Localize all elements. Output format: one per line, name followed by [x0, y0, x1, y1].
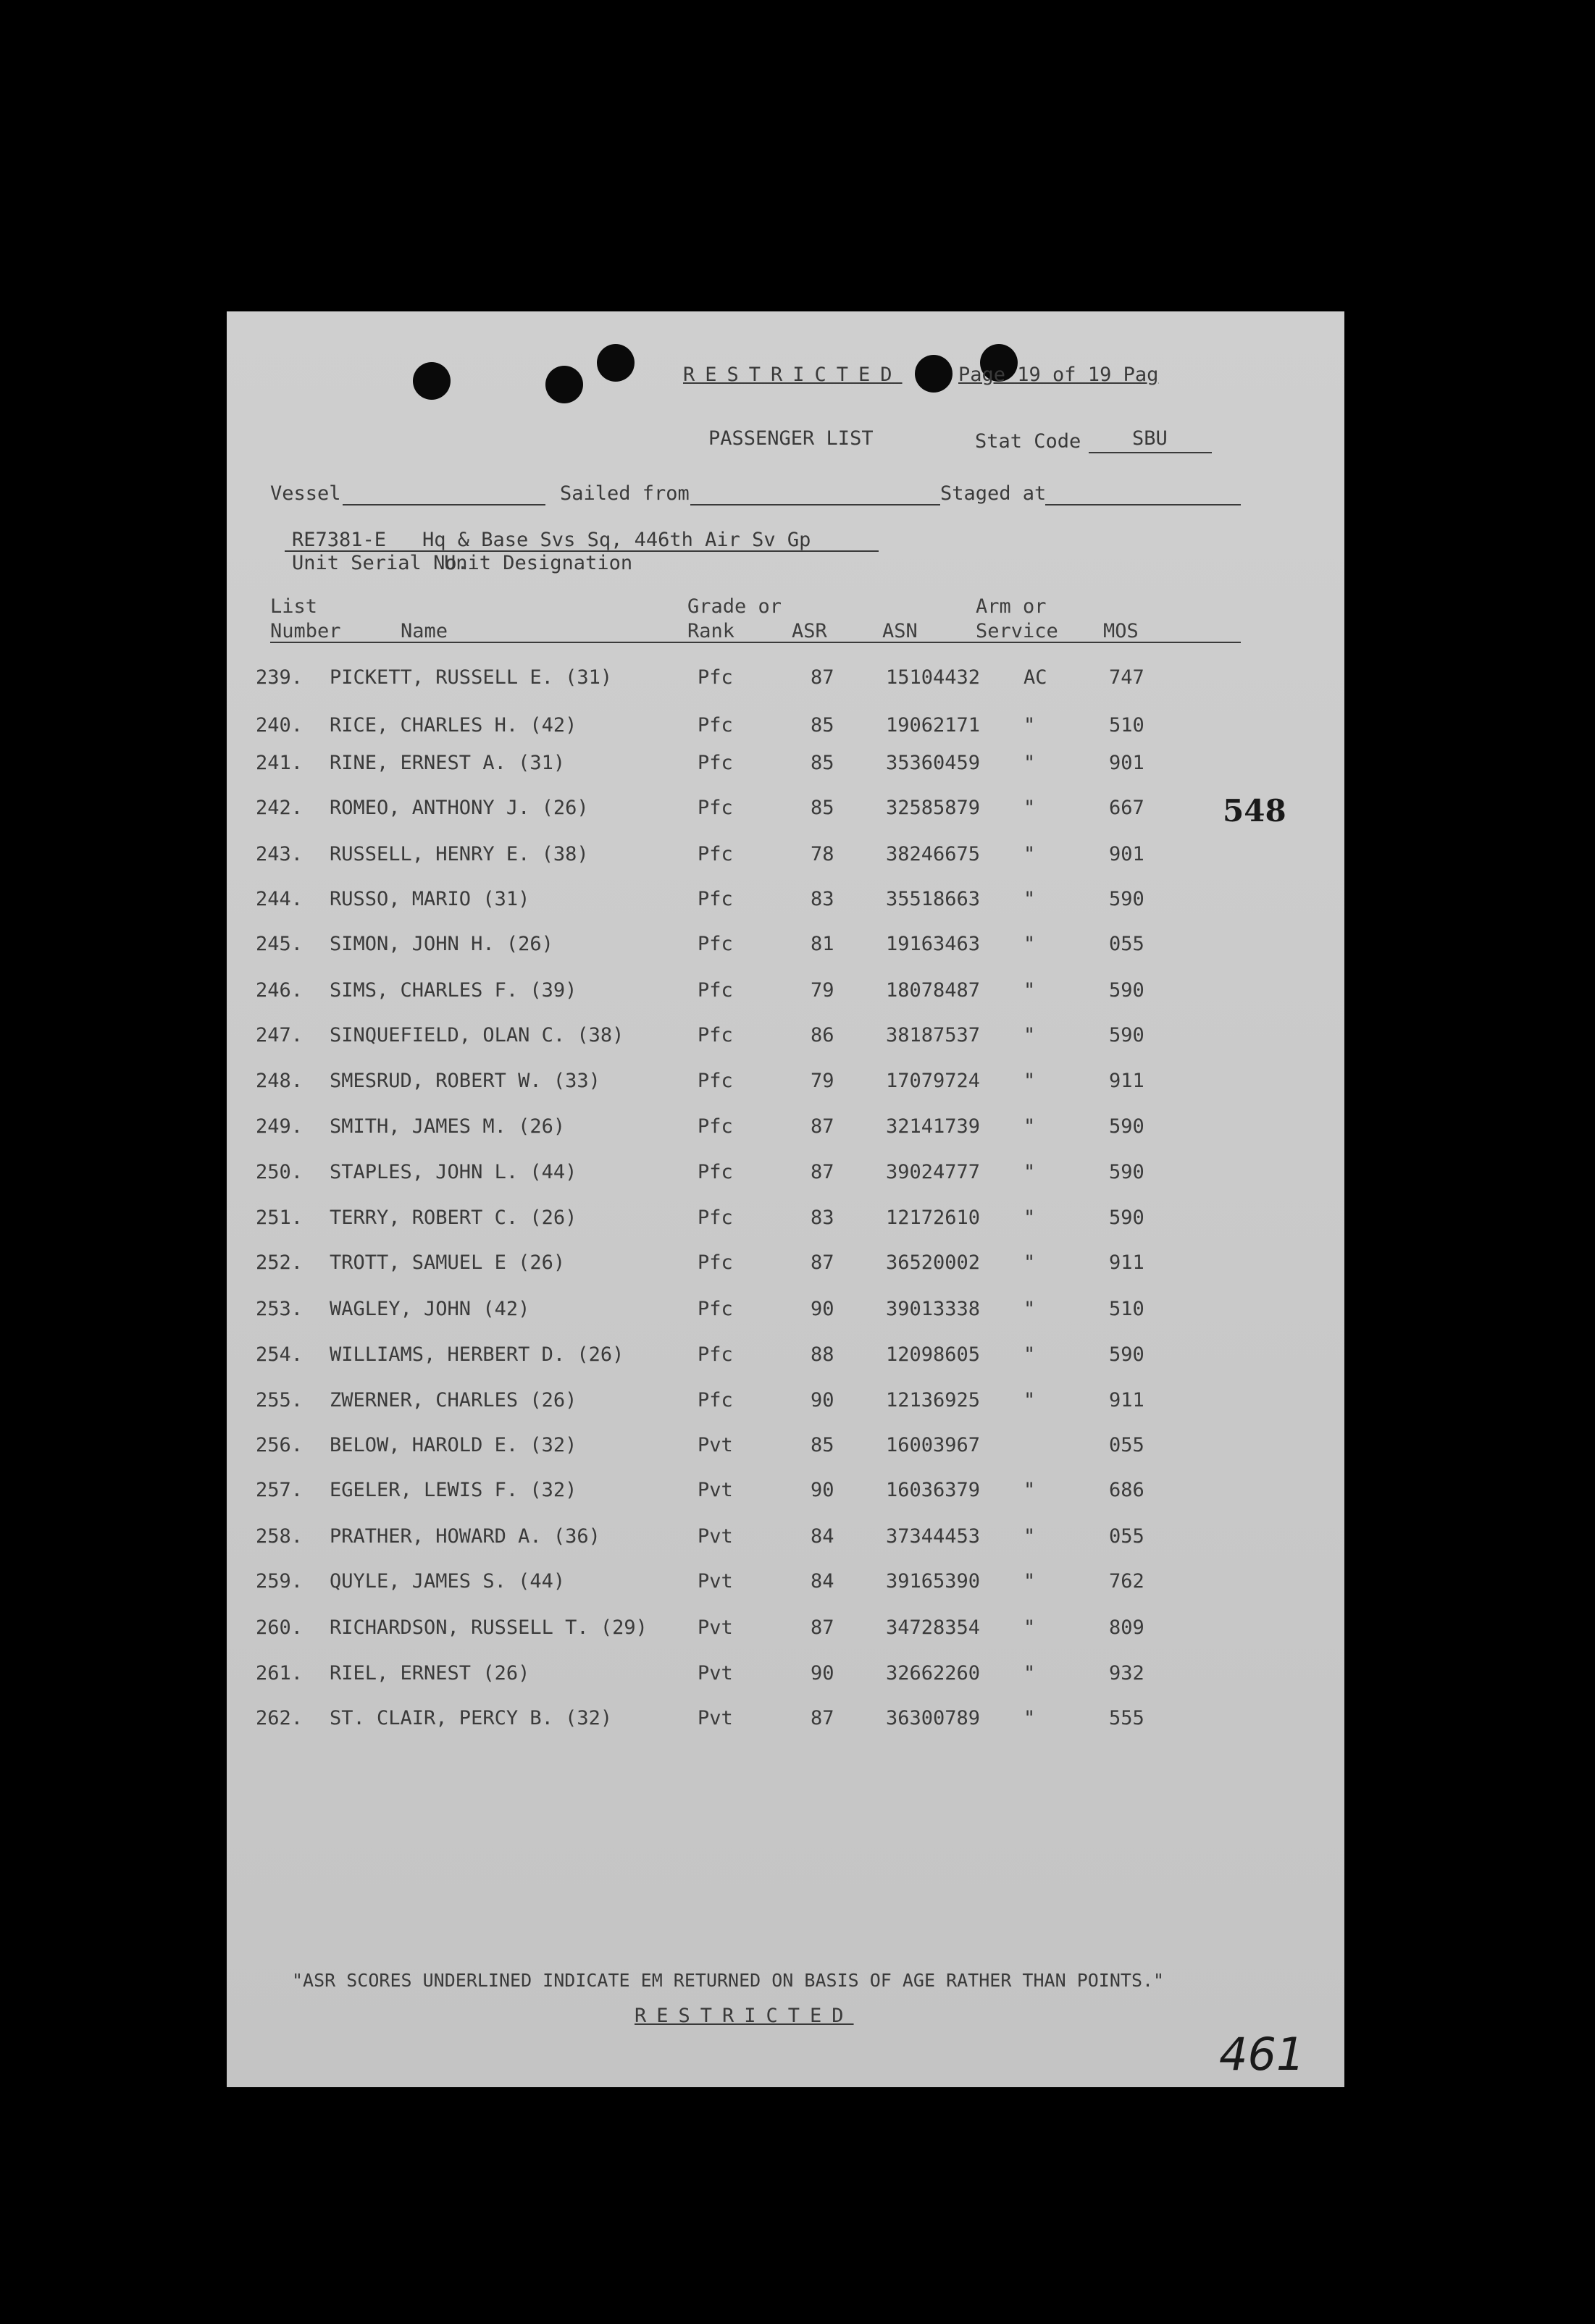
page-reference: Page 19 of 19 Pag [958, 364, 1159, 386]
grade-rank: Pfc [698, 1298, 733, 1320]
asr-score: 78 [811, 843, 834, 865]
arm-service: " [1023, 1070, 1036, 1092]
table-row [256, 843, 1270, 872]
asr-score: 90 [811, 1389, 834, 1411]
mos-code: 901 [1109, 843, 1144, 865]
arm-service: " [1023, 1343, 1036, 1366]
list-number: 244. [256, 888, 303, 910]
passenger-name: RUSSELL, HENRY E. (38) [330, 843, 589, 865]
asr-score: 87 [811, 1161, 834, 1183]
table-row [256, 1115, 1270, 1144]
table-row [256, 1024, 1270, 1053]
grade-rank: Pfc [698, 888, 733, 910]
asn-number: 34728354 [886, 1616, 981, 1639]
mos-code: 932 [1109, 1662, 1144, 1685]
mos-header: MOS [1103, 620, 1139, 642]
grade-rank: Pfc [698, 1251, 733, 1274]
list-number: 260. [256, 1616, 303, 1639]
punch-hole [915, 355, 953, 393]
passenger-name: ST. CLAIR, PERCY B. (32) [330, 1707, 613, 1729]
punch-hole [545, 366, 583, 403]
asr-score: 85 [811, 752, 834, 774]
asn-number: 17079724 [886, 1070, 981, 1092]
asr-header: ASR [792, 620, 827, 642]
mos-code: 762 [1109, 1570, 1144, 1593]
arm-service: " [1023, 843, 1036, 865]
asn-number: 19163463 [886, 933, 981, 955]
passenger-name: QUYLE, JAMES S. (44) [330, 1570, 566, 1593]
asn-number: 39024777 [886, 1161, 981, 1183]
page-title: PASSENGER LIST [708, 427, 874, 450]
table-row [256, 1434, 1270, 1463]
arm-service: " [1023, 714, 1036, 737]
unit-serial-number: RE7381-E [292, 529, 387, 551]
arm-service: AC [1023, 666, 1047, 689]
asn-number: 18078487 [886, 979, 981, 1002]
passenger-name: BELOW, HAROLD E. (32) [330, 1434, 577, 1456]
table-row [256, 1251, 1270, 1280]
asn-number: 35518663 [886, 888, 981, 910]
passenger-name: SINQUEFIELD, OLAN C. (38) [330, 1024, 624, 1046]
table-row [256, 666, 1270, 695]
asn-number: 38187537 [886, 1024, 981, 1046]
asr-score: 87 [811, 1115, 834, 1138]
asn-number: 35360459 [886, 752, 981, 774]
mos-code: 590 [1109, 1115, 1144, 1138]
list-number: 242. [256, 797, 303, 819]
grade-rank: Pfc [698, 1161, 733, 1183]
asn-number: 19062171 [886, 714, 981, 737]
staged-at-label: Staged at [940, 482, 1047, 505]
mos-code: 590 [1109, 979, 1144, 1002]
arm-service: " [1023, 1207, 1036, 1229]
mos-code: 055 [1109, 933, 1144, 955]
grade-rank: Pfc [698, 933, 733, 955]
mos-code: 911 [1109, 1070, 1144, 1092]
asn-number: 32141739 [886, 1115, 981, 1138]
table-row [256, 1298, 1270, 1327]
arm-service: " [1023, 1251, 1036, 1274]
grade-header-1: Grade or [687, 595, 782, 618]
mos-code: 510 [1109, 714, 1144, 737]
sailed-from-line [690, 504, 940, 506]
passenger-name: WILLIAMS, HERBERT D. (26) [330, 1343, 624, 1366]
passenger-name: TERRY, ROBERT C. (26) [330, 1207, 577, 1229]
mos-code: 590 [1109, 1207, 1144, 1229]
asr-score: 88 [811, 1343, 834, 1366]
table-row [256, 979, 1270, 1008]
list-number: 257. [256, 1479, 303, 1501]
passenger-name: RIEL, ERNEST (26) [330, 1662, 530, 1685]
mos-code: 510 [1109, 1298, 1144, 1320]
asr-score: 86 [811, 1024, 834, 1046]
mos-code: 555 [1109, 1707, 1144, 1729]
list-number: 249. [256, 1115, 303, 1138]
passenger-name: PRATHER, HOWARD A. (36) [330, 1525, 600, 1548]
punch-hole [413, 362, 451, 400]
list-number: 255. [256, 1389, 303, 1411]
table-row [256, 1161, 1270, 1190]
asr-score: 79 [811, 1070, 834, 1092]
asn-number: 12098605 [886, 1343, 981, 1366]
mos-code: 809 [1109, 1616, 1144, 1639]
arm-header-2: Service [976, 620, 1058, 642]
grade-rank: Pfc [698, 843, 733, 865]
passenger-name: ROMEO, ANTHONY J. (26) [330, 797, 589, 819]
passenger-name: EGELER, LEWIS F. (32) [330, 1479, 577, 1501]
grade-rank: Pfc [698, 714, 733, 737]
list-number: 251. [256, 1207, 303, 1229]
table-row [256, 752, 1270, 781]
mos-code: 590 [1109, 1343, 1144, 1366]
passenger-name: STAPLES, JOHN L. (44) [330, 1161, 577, 1183]
passenger-list-page [227, 311, 1344, 2087]
asn-number: 32662260 [886, 1662, 981, 1685]
table-row [256, 1479, 1270, 1508]
arm-service: " [1023, 1115, 1036, 1138]
mos-code: 590 [1109, 1024, 1144, 1046]
arm-service: " [1023, 1525, 1036, 1548]
grade-rank: Pvt [698, 1434, 733, 1456]
list-number: 258. [256, 1525, 303, 1548]
arm-service: " [1023, 1616, 1036, 1639]
restricted-top: RESTRICTED [683, 364, 903, 386]
passenger-name: RINE, ERNEST A. (31) [330, 752, 566, 774]
asn-number: 12172610 [886, 1207, 981, 1229]
grade-rank: Pfc [698, 1343, 733, 1366]
mos-code: 055 [1109, 1525, 1144, 1548]
grade-rank: Pvt [698, 1707, 733, 1729]
unit-designation-label: Unit Designation [444, 552, 633, 574]
table-row [256, 1707, 1270, 1736]
grade-rank: Pvt [698, 1662, 733, 1685]
list-number: 243. [256, 843, 303, 865]
table-row [256, 797, 1270, 826]
mos-code: 686 [1109, 1479, 1144, 1501]
asr-score: 85 [811, 797, 834, 819]
arm-service: " [1023, 752, 1036, 774]
arm-service: " [1023, 1707, 1036, 1729]
mos-code: 911 [1109, 1251, 1144, 1274]
arm-service: " [1023, 1024, 1036, 1046]
table-row [256, 1662, 1270, 1691]
passenger-name: SMESRUD, ROBERT W. (33) [330, 1070, 600, 1092]
mos-code: 747 [1109, 666, 1144, 689]
restricted-bottom: RESTRICTED [635, 2005, 854, 2027]
table-row [256, 1616, 1270, 1645]
passenger-name: RICHARDSON, RUSSELL T. (29) [330, 1616, 648, 1639]
arm-service: " [1023, 1479, 1036, 1501]
arm-service: " [1023, 1389, 1036, 1411]
list-number: 259. [256, 1570, 303, 1593]
grade-rank: Pvt [698, 1479, 733, 1501]
handwritten-number: 461 [1219, 2028, 1305, 2081]
asn-number: 32585879 [886, 797, 981, 819]
arm-service: " [1023, 1161, 1036, 1183]
asr-score: 90 [811, 1662, 834, 1685]
grade-rank: Pfc [698, 1024, 733, 1046]
passenger-name: RICE, CHARLES H. (42) [330, 714, 577, 737]
arm-header-1: Arm or [976, 595, 1047, 618]
asn-number: 16003967 [886, 1434, 981, 1456]
arm-service: " [1023, 797, 1036, 819]
list-number: 262. [256, 1707, 303, 1729]
arm-service: " [1023, 1298, 1036, 1320]
table-row [256, 1389, 1270, 1418]
arm-service: " [1023, 979, 1036, 1002]
grade-rank: Pfc [698, 797, 733, 819]
table-row [256, 888, 1270, 917]
mos-code: 911 [1109, 1389, 1144, 1411]
list-number: 256. [256, 1434, 303, 1456]
footer-note: "ASR SCORES UNDERLINED INDICATE EM RETURNED ON BASIS OF AGE RATHER THAN POINTS." [292, 1970, 1165, 1991]
grade-rank: Pfc [698, 979, 733, 1002]
grade-rank: Pfc [698, 1115, 733, 1138]
mos-code: 590 [1109, 888, 1144, 910]
mos-code: 667 [1109, 797, 1144, 819]
list-number: 252. [256, 1251, 303, 1274]
asn-number: 12136925 [886, 1389, 981, 1411]
grade-rank: Pfc [698, 752, 733, 774]
grade-rank: Pvt [698, 1525, 733, 1548]
list-number: 254. [256, 1343, 303, 1366]
mos-code: 590 [1109, 1161, 1144, 1183]
staged-at-line [1045, 504, 1241, 506]
mos-code: 055 [1109, 1434, 1144, 1456]
list-number: 245. [256, 933, 303, 955]
asr-score: 87 [811, 1616, 834, 1639]
table-row [256, 1570, 1270, 1599]
stat-code-value: SBU [1132, 427, 1168, 450]
asn-number: 39013338 [886, 1298, 981, 1320]
list-number: 250. [256, 1161, 303, 1183]
asn-number: 37344453 [886, 1525, 981, 1548]
grade-header-2: Rank [687, 620, 735, 642]
asn-number: 36520002 [886, 1251, 981, 1274]
unit-designation: Hq & Base Svs Sq, 446th Air Sv Gp [422, 529, 811, 551]
name-header: Name [401, 620, 448, 642]
table-row [256, 714, 1270, 743]
list-number: 240. [256, 714, 303, 737]
asr-score: 87 [811, 666, 834, 689]
passenger-name: SMITH, JAMES M. (26) [330, 1115, 566, 1138]
passenger-name: SIMS, CHARLES F. (39) [330, 979, 577, 1002]
asr-score: 90 [811, 1479, 834, 1501]
list-number: 247. [256, 1024, 303, 1046]
list-number: 253. [256, 1298, 303, 1320]
vessel-line [343, 504, 545, 506]
asr-score: 87 [811, 1251, 834, 1274]
table-row [256, 1343, 1270, 1372]
passenger-name: WAGLEY, JOHN (42) [330, 1298, 530, 1320]
asn-number: 36300789 [886, 1707, 981, 1729]
arm-service: " [1023, 888, 1036, 910]
list-number: 261. [256, 1662, 303, 1685]
list-number: 246. [256, 979, 303, 1002]
asr-score: 83 [811, 888, 834, 910]
asr-score: 85 [811, 1434, 834, 1456]
arm-service: " [1023, 1570, 1036, 1593]
asr-score: 81 [811, 933, 834, 955]
passenger-name: ZWERNER, CHARLES (26) [330, 1389, 577, 1411]
grade-rank: Pfc [698, 1207, 733, 1229]
passenger-name: TROTT, SAMUEL E (26) [330, 1251, 566, 1274]
asn-number: 39165390 [886, 1570, 981, 1593]
grade-rank: Pvt [698, 1616, 733, 1639]
grade-rank: Pfc [698, 1389, 733, 1411]
table-row [256, 1070, 1270, 1099]
asr-score: 84 [811, 1525, 834, 1548]
arm-service: " [1023, 1662, 1036, 1685]
stamp-number: 548 [1223, 793, 1286, 828]
list-number: 248. [256, 1070, 303, 1092]
asn-number: 16036379 [886, 1479, 981, 1501]
asr-score: 87 [811, 1707, 834, 1729]
asr-score: 84 [811, 1570, 834, 1593]
sailed-from-label: Sailed from [560, 482, 690, 505]
column-header-rule [270, 642, 1241, 643]
arm-service: " [1023, 933, 1036, 955]
vessel-label: Vessel [270, 482, 341, 505]
list-number-header-2: Number [270, 620, 341, 642]
list-number: 241. [256, 752, 303, 774]
passenger-name: SIMON, JOHN H. (26) [330, 933, 553, 955]
asr-score: 79 [811, 979, 834, 1002]
passenger-name: PICKETT, RUSSELL E. (31) [330, 666, 613, 689]
list-number: 239. [256, 666, 303, 689]
table-row [256, 1525, 1270, 1554]
table-row [256, 1207, 1270, 1236]
table-row [256, 933, 1270, 962]
grade-rank: Pvt [698, 1570, 733, 1593]
stat-code-underline [1089, 452, 1212, 453]
grade-rank: Pfc [698, 666, 733, 689]
asr-score: 85 [811, 714, 834, 737]
unit-serial-label: Unit Serial No. [292, 552, 469, 574]
stat-code-label: Stat Code [975, 430, 1081, 453]
asr-score: 90 [811, 1298, 834, 1320]
asr-score: 83 [811, 1207, 834, 1229]
asn-number: 38246675 [886, 843, 981, 865]
list-number-header-1: List [270, 595, 318, 618]
passenger-name: RUSSO, MARIO (31) [330, 888, 530, 910]
asn-number: 15104432 [886, 666, 981, 689]
asn-header: ASN [882, 620, 918, 642]
mos-code: 901 [1109, 752, 1144, 774]
grade-rank: Pfc [698, 1070, 733, 1092]
punch-hole [597, 344, 635, 382]
